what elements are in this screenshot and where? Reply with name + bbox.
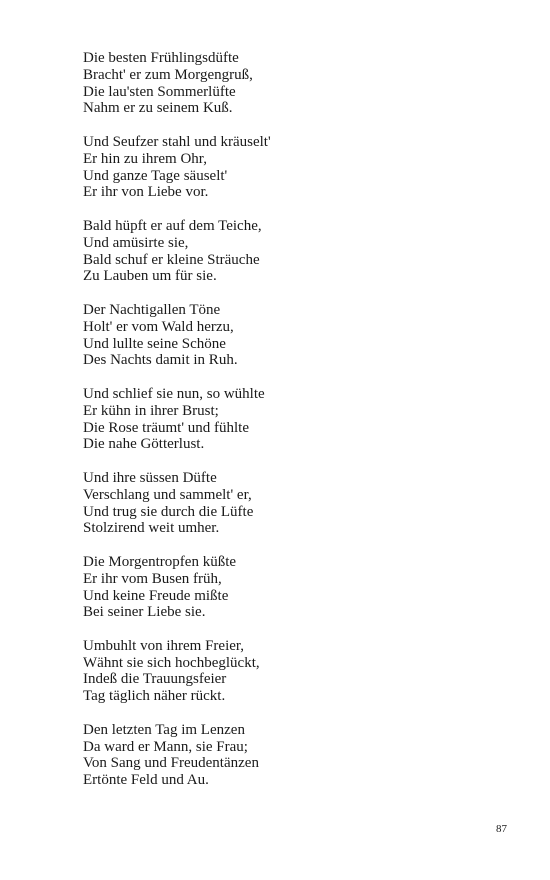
verse-line: Nahm er zu seinem Kuß.	[83, 100, 233, 117]
verse-line: Die Rose träumt' und fühlte	[83, 419, 250, 436]
verse-line: Und keine Freude mißte	[83, 587, 229, 604]
verse-line: Tag täglich näher rückt.	[83, 688, 226, 705]
stanza-9	[83, 722, 503, 789]
verse-line: Er ihr von Liebe vor.	[83, 184, 209, 201]
verse-line: Indeß die Trauungsfeier	[83, 671, 227, 688]
verse-line: Wähnt sie sich hochbeglückt,	[83, 654, 260, 671]
verse-line: Und schlief sie nun, so wühlte	[83, 385, 265, 402]
stanza-5	[83, 386, 503, 453]
verse-line: Und amüsirte sie,	[83, 234, 189, 251]
stanza-1	[83, 50, 503, 117]
verse-line: Ertönte Feld und Au.	[83, 772, 209, 789]
verse-line: Die besten Frühlingsdüfte	[83, 50, 239, 66]
verse-line: Bald schuf er kleine Sträuche	[83, 251, 260, 268]
verse-line: Und ihre süssen Düfte	[83, 469, 217, 486]
verse-line: Er hin zu ihrem Ohr,	[83, 150, 207, 167]
verse-line: Zu Lauben um für sie.	[83, 268, 217, 285]
verse-line: Bald hüpft er auf dem Teiche,	[83, 217, 262, 234]
stanza-2	[83, 134, 503, 201]
verse-line: Verschlang und sammelt' er,	[83, 486, 252, 503]
stanza-3	[83, 218, 503, 285]
stanza-7	[83, 554, 503, 621]
verse-line: Und trug sie durch die Lüfte	[83, 503, 254, 520]
verse-line: Den letzten Tag im Lenzen	[83, 721, 245, 738]
page-number: 87	[496, 823, 507, 835]
verse-line: Holt' er vom Wald herzu,	[83, 318, 234, 335]
verse-line: Der Nachtigallen Töne	[83, 301, 221, 318]
verse-line: Die lau'sten Sommerlüfte	[83, 83, 236, 100]
stanza-6	[83, 470, 503, 537]
verse-line: Die nahe Götterlust.	[83, 436, 205, 453]
verse-line: Stolzirend weit umher.	[83, 520, 220, 537]
verse-line: Und ganze Tage säuselt'	[83, 167, 228, 184]
verse-line: Bei seiner Liebe sie.	[83, 604, 206, 621]
stanza-8	[83, 638, 503, 705]
verse-line: Und Seufzer stahl und kräuselt'	[83, 133, 271, 150]
verse-line: Von Sang und Freudentänzen	[83, 755, 259, 772]
verse-line: Er ihr vom Busen früh,	[83, 570, 222, 587]
verse-line: Da ward er Mann, sie Frau;	[83, 738, 248, 755]
verse-line: Des Nachts damit in Ruh.	[83, 352, 238, 369]
verse-line: Und lullte seine Schöne	[83, 335, 226, 352]
stanza-4	[83, 302, 503, 369]
verse-line: Bracht' er zum Morgengruß,	[83, 66, 253, 83]
verse-line: Die Morgentropfen küßte	[83, 553, 237, 570]
verse-line: Er kühn in ihrer Brust;	[83, 402, 219, 419]
poem-text	[83, 50, 503, 806]
verse-line: Umbuhlt von ihrem Freier,	[83, 637, 245, 654]
